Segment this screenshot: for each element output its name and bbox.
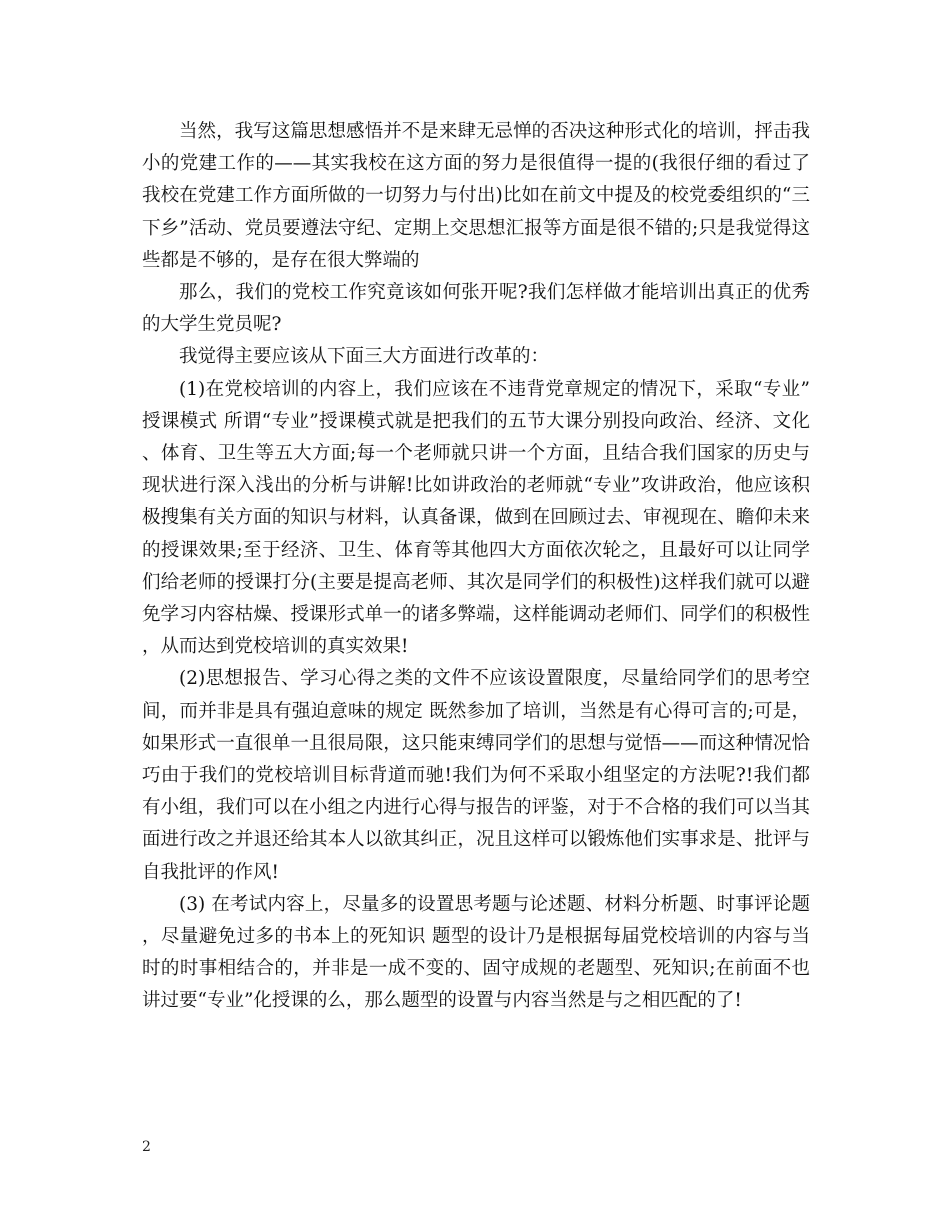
document-body xyxy=(142,116,810,1018)
paragraph-question: 那么，我们的党校工作究竟该如何张开呢?我们怎样做才能培训出真正的优秀的大学生党员呢? xyxy=(142,282,810,336)
paragraph-reform-1: (1)在党校培训的内容上，我们应该在不违背党章规定的情况下，采取“专业”授课模式 所谓“专业”授课模式就是把我们的五节大课分别投向政治、经济、文化、体育、卫生等五大方面;每一个老师就只讲一个方面，且结合我们国家的历史与现状进行深入浅出的分析与讲解!比如讲政治的老师就“专业”攻讲政治，他应该积极搜集有关方面的知识与材料，认真备课，做到在回顾过去、审视现在、瞻仰未来的授课效果;至于经济、卫生、体育等其他四大方面依次轮之，且最好可以让同学们给老师的授课打分(主要是提高老师、其次是同学们的积极性)这样我们就可以避免学习内容枯燥、授课形式单一的诸多弊端，这样能调动老师们、同学们的积极性，从而达到党校培训的真实效果! xyxy=(142,378,810,658)
paragraph-reform-lead: 我觉得主要应该从下面三大方面进行改革的： xyxy=(179,346,550,368)
page-number: 2 xyxy=(142,1139,151,1155)
paragraph-reform-3: (3) 在考试内容上，尽量多的设置思考题与论述题、材料分析题、时事评论题，尽量避免过多的书本上的死知识 题型的设计乃是根据每届党校培训的内容与当时的时事相结合的，并非是一成不变的、固守成规的老题型、死知识;在前面不也讲过要“专业”化授课的么，那么题型的设置与内容当然是与之相匹配的了! xyxy=(142,893,810,1012)
paragraph-reform-2: (2)思想报告、学习心得之类的文件不应该设置限度，尽量给同学们的思考空间，而并非是具有强迫意味的规定 既然参加了培训，当然是有心得可言的;可是，如果形式一直很单一且很局限，这只能束缚同学们的思想与觉悟——而这种情况恰巧由于我们的党校培训目标背道而驰!我们为何不采取小组坚定的方法呢?!我们都有小组，我们可以在小组之内进行心得与报告的评鉴，对于不合格的我们可以当其面进行改之并退还给其本人以欲其纠正，况且这样可以锻炼他们实事求是、批评与自我批评的作风! xyxy=(142,668,810,883)
paragraph-intro: 当然，我写这篇思想感悟并不是来肆无忌惮的否决这种形式化的培训，抨击我小的党建工作的——其实我校在这方面的努力是很值得一提的(我很仔细的看过了我校在党建工作方面所做的一切努力与付出)比如在前文中提及的校党委组织的“三下乡”活动、党员要遵法守纪、定期上交思想汇报等方面是很不错的;只是我觉得这些都是不够的，是存在很大弊端的 xyxy=(142,121,810,271)
